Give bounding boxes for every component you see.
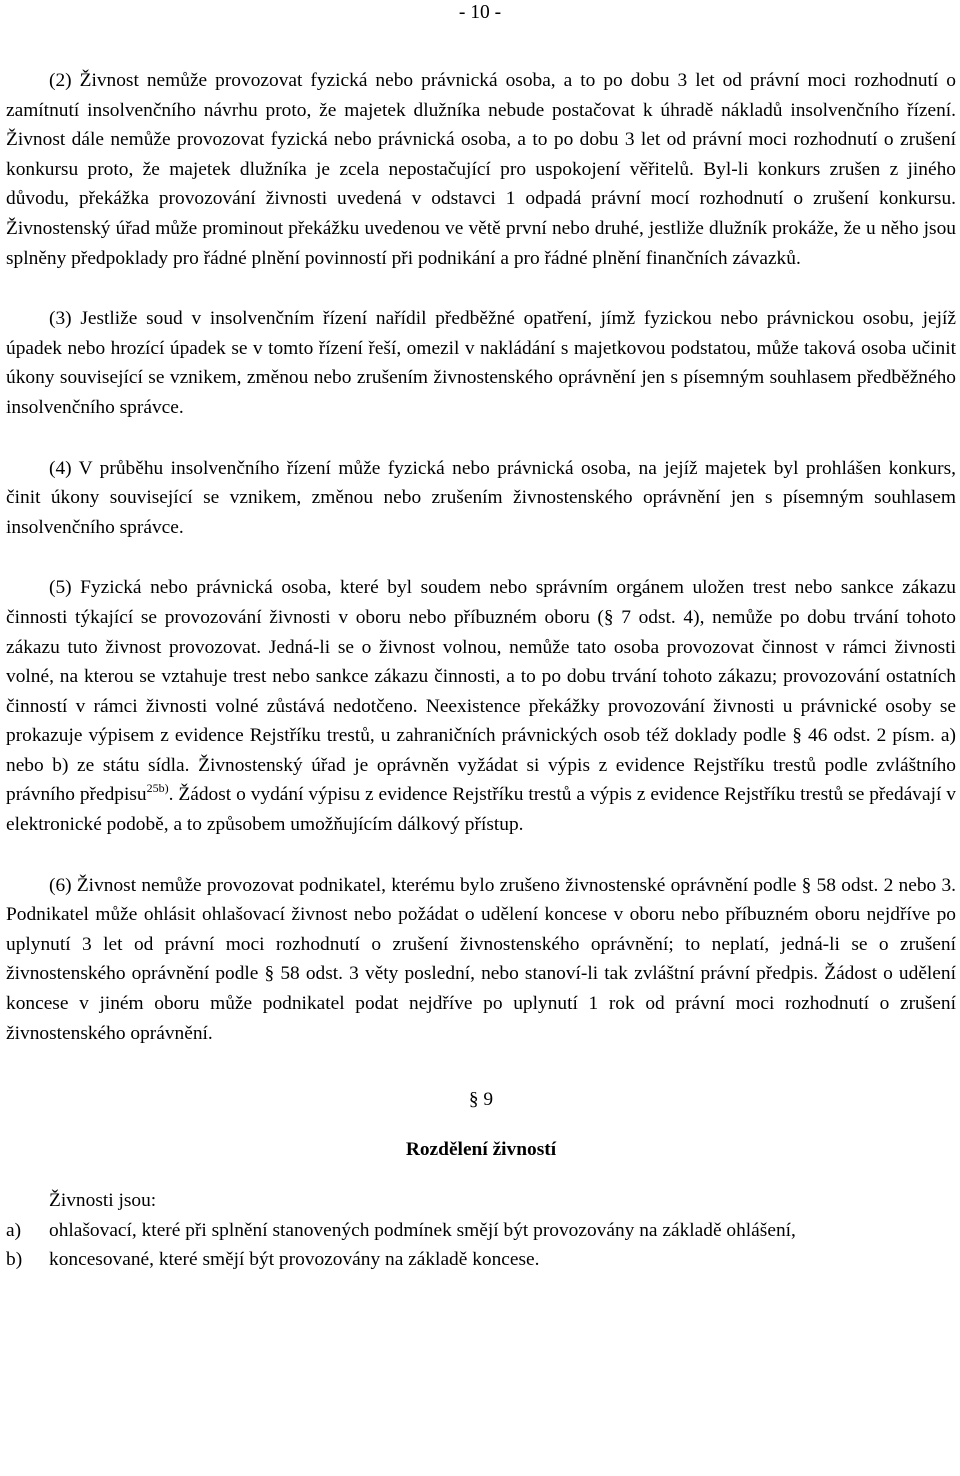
paragraph-4: (4) V průběhu insolvenčního řízení může fyzická nebo právnická osoba, na jejíž majetek byl prohlášen konkurs, činit úkony související se vznikem, změnou nebo zrušením živnostenského oprávnění jen s písemným souhlasem insolvenčního správce.	[6, 457, 956, 538]
list-item-text: ohlašovací, které při splnění stanovených podmínek smějí být provozovány na základě ohlášení,	[49, 1219, 796, 1241]
paragraph-3: (3) Jestliže soud v insolvenčním řízení nařídil předběžné opatření, jímž fyzickou nebo právnickou osobu, jejíž úpadek nebo hrozící úpadek se v tomto řízení řeší, omezil v nakládání s majetkovou podstatou, může taková osoba učinit úkony související se vznikem, změnou nebo zrušením živnostenského oprávnění jen s písemným souhlasem předběžného insolvenčního správce.	[6, 308, 956, 418]
list-item	[6, 1216, 956, 1246]
section-intro: Živnosti jsou:	[49, 1190, 157, 1212]
document-body	[6, 66, 956, 1275]
paragraph-5-text-before: (5) Fyzická nebo právnická osoba, které byl soudem nebo správním orgánem uložen trest nebo sankce zákazu činnosti týkající se provozování živnosti v oboru nebo příbuzném oboru (§ 7 odst. 4), nemůže po dobu trvání tohoto zákazu tuto živnost provozovat. Jedná-li se o živnost volnou, nemůže tato osoba provozovat činnost v rámci živnosti volné, na kterou se vztahuje trest nebo sankce zákazu činnosti, a to po dobu trvání tohoto zákazu; provozování ostatních činností v rámci živnosti volné zůstává nedotčeno. Neexistence překážky provozování živnosti u právnické osoby se prokazuje výpisem z evidence Rejstříku trestů, u zahraničních právnických osob též doklady podle § 46 odst. 2 písm. a) nebo b) ze státu sídla. Živnostenský úřad je oprávněn vyžádat si výpis z evidence Rejstříku trestů podle zvláštního právního předpisu	[6, 577, 956, 806]
section-title: Rozdělení živností	[405, 1139, 557, 1161]
page-number: - 10 -	[458, 2, 502, 23]
section-mark: § 9	[468, 1089, 494, 1111]
paragraph-5	[6, 573, 956, 839]
footnote-reference: 25b)	[146, 781, 169, 796]
type-list	[6, 1216, 956, 1275]
list-item-text: koncesované, které smějí být provozovány na základě koncese.	[49, 1249, 540, 1271]
paragraph-5-text-after: . Žádost o vydání výpisu z evidence Rejstříku trestů a výpis z evidence Rejstříku trestů se předávají v elektronické podobě, a to způsobem umožňujícím dálkový přístup.	[6, 784, 956, 836]
list-item-marker: b)	[6, 1249, 23, 1271]
paragraph-6: (6) Živnost nemůže provozovat podnikatel, kterému bylo zrušeno živnostenské oprávnění podle § 58 odst. 2 nebo 3. Podnikatel může ohlásit ohlašovací živnost nebo požádat o udělení koncese v oboru nebo příbuzném oboru nejdříve po uplynutí 3 let od právní moci rozhodnutí o zrušení živnostenského oprávnění; to neplatí, jedná-li se o zrušení živnostenského oprávnění podle § 58 odst. 3 věty poslední, nebo stanoví-li tak zvláštní právní předpis. Žádost o udělení koncese v jiném oboru může podnikatel podat nejdříve po uplynutí 1 rok od právní moci rozhodnutí o zrušení živnostenského oprávnění.	[6, 874, 956, 1044]
list-item	[6, 1245, 956, 1275]
paragraph-2: (2) Živnost nemůže provozovat fyzická nebo právnická osoba, a to po dobu 3 let od právní moci rozhodnutí o zamítnutí insolvenčního návrhu proto, že majetek dlužníka nebude postačovat k úhradě nákladů insolvenčního řízení. Živnost dále nemůže provozovat fyzická nebo právnická osoba, a to po dobu 3 let od právní moci rozhodnutí o zrušení konkursu proto, že majetek dlužníka je zcela nepostačující pro uspokojení věřitelů. Byl-li konkurs zrušen z jiného důvodu, překážka provozování živnosti uvedená v odstavci 1 odpadá právní mocí rozhodnutí o zrušení konkursu. Živnostenský úřad může prominout překážku uvedenou ve větě první nebo druhé, jestliže dlužník prokáže, že u něho jsou splněny předpoklady pro řádné plnění povinností při podnikání a pro řádné plnění finančních závazků.	[6, 70, 956, 269]
list-item-marker: a)	[6, 1219, 22, 1241]
